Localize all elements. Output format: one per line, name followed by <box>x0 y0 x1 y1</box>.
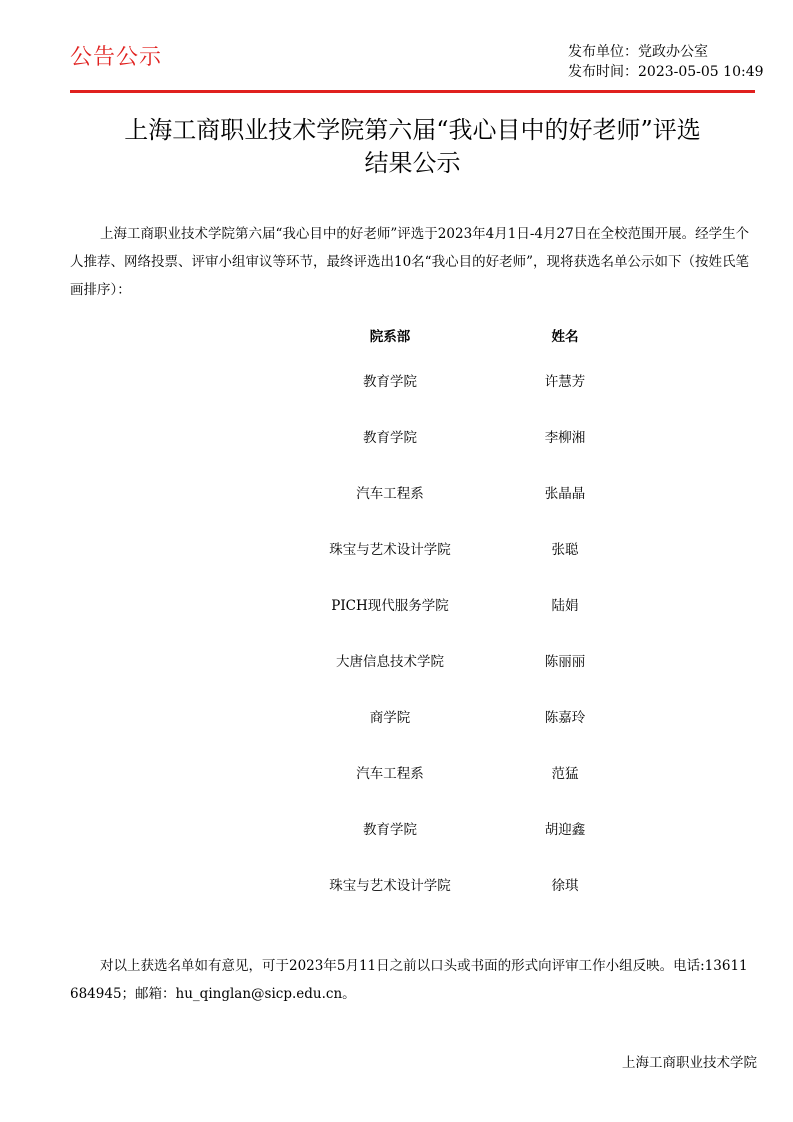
name-cell: 胡迎鑫 <box>544 822 586 838</box>
signature-org: 上海工商职业技术学院 <box>622 1055 757 1071</box>
intro-paragraph: 上海工商职业技术学院第六届“我心目中的好老师”评选于2023年4月1日-4月27日在全校范围开展。经学生个人推荐、网络投票、评审小组审议等环节，最终评选出10名“我心目的好老师”，现将获选名单公示如下（按姓氏笔画排序）： <box>70 226 750 298</box>
table-row <box>270 744 620 800</box>
name-cell: 陈嘉玲 <box>544 710 586 726</box>
title-line-1: 上海工商职业技术学院第六届“我心目中的好老师”评选 <box>124 116 701 144</box>
table-header-row <box>270 318 620 352</box>
dept-cell: 汽车工程系 <box>356 766 424 782</box>
column-header-dept: 院系部 <box>369 329 411 345</box>
dept-cell: 大唐信息技术学院 <box>336 654 444 670</box>
dept-cell: 珠宝与艺术设计学院 <box>329 542 451 558</box>
table-row <box>270 520 620 576</box>
dept-cell: 教育学院 <box>363 430 417 446</box>
dept-cell: PICH现代服务学院 <box>331 598 449 614</box>
dept-cell: 商学院 <box>369 710 411 726</box>
dept-cell: 教育学院 <box>363 822 417 838</box>
table-row <box>270 576 620 632</box>
name-cell: 许慧芳 <box>544 374 586 390</box>
name-cell: 李柳湘 <box>544 430 586 446</box>
dept-cell: 汽车工程系 <box>356 486 424 502</box>
table-row <box>270 856 620 912</box>
header-divider <box>70 90 755 93</box>
publish-time-text: 发布时间：2023-05-05 10:49 <box>568 64 764 80</box>
name-cell: 陆娟 <box>551 598 579 614</box>
name-cell: 陈丽丽 <box>544 654 586 670</box>
page-title <box>70 114 755 180</box>
table-row <box>270 800 620 856</box>
table-row <box>270 464 620 520</box>
closing-paragraph: 对以上获选名单如有意见，可于2023年5月11日之前以口头或书面的形式向评审工作小组反映。电话:13611684945；邮箱：hu_qinglan@sicp.edu.cn。 <box>70 958 748 1002</box>
name-cell: 张晶晶 <box>544 486 586 502</box>
name-cell: 徐琪 <box>551 878 579 894</box>
table-row <box>270 688 620 744</box>
column-header-name: 姓名 <box>551 329 579 345</box>
title-line-2: 结果公示 <box>364 149 461 177</box>
honoree-table <box>270 318 620 912</box>
name-cell: 张聪 <box>551 542 579 558</box>
table-row <box>270 632 620 688</box>
publish-info <box>494 42 764 82</box>
table-row <box>270 352 620 408</box>
table-row <box>270 408 620 464</box>
dept-cell: 珠宝与艺术设计学院 <box>329 878 451 894</box>
dept-cell: 教育学院 <box>363 374 417 390</box>
notice-category-label: 公告公示 <box>70 45 163 70</box>
publisher-text: 发布单位：党政办公室 <box>568 44 708 60</box>
name-cell: 范猛 <box>551 766 579 782</box>
